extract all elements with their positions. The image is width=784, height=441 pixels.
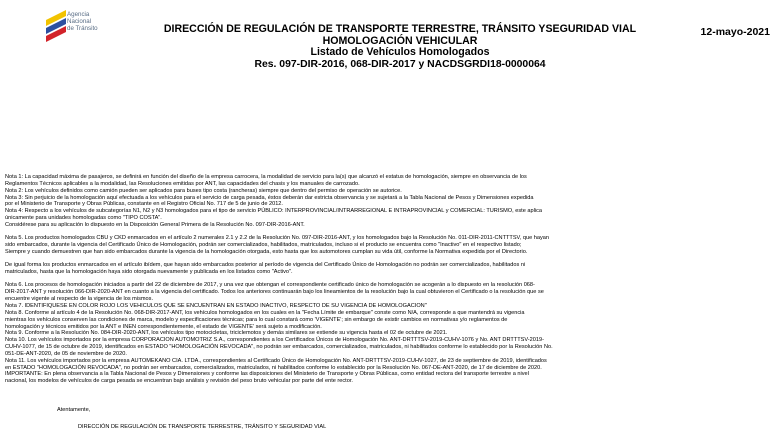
- note-line: CUHV-1077, de 15 de octubre de 2019, identificados en ESTADO "HOMOLOGACIÓN REVOCADA", no podrán ser embarcados, comercializados, matriculados, ni habilitados conforme lo establecido por la Resolución No.: [5, 344, 553, 351]
- agency-name-line: Agencia: [67, 11, 90, 18]
- note-line: Nota 11. Los vehículos importados por la empresa AUTOMEKANO CIA. LTDA., correspondientes al Certificado Único de Homologación No. ANT-DRTTTSV-2019-CUHV-1027, de 23 de septiembre de 2019, identificados: [5, 357, 547, 364]
- note-line: Nota 3: Sin perjuicio de la homologación aquí efectuada a los vehículos para el servicio de carga pesada, éstos deberán dar estricta observancia y se sujetará a la Tabla Nacional de Pesos y Dimensiones expedida: [5, 194, 534, 201]
- notes-block-2: [5, 235, 777, 256]
- note-line: Considérese para su aplicación lo dispuesto en la Disposición General Primera de la Resolución No. 097-DIR-2016-ANT.: [5, 221, 305, 228]
- note-line: De igual forma los productos enmarcados en el artículo ibídem, que hayan sido embarcados posterior al período de vigencia del Certificado Único de Homologación no podrán ser comercializados, habilitados ni: [5, 262, 526, 269]
- note-line: Nota 8. Conforme al artículo 4 de la Resolución No. 068-DIR-2017-ANT, los vehículos homologados en los cuales en la "Fecha Límite de embarque" conste como N/A, corresponde a que mantendrá su vigencia: [5, 309, 525, 316]
- notes-block-4: [5, 282, 777, 385]
- note-line: Nota 4: Respecto a los vehículos de subcategorías N1, N2 y N3 homologados para el tipo de servicio PÚBLICO: INTERPROVINCIAL/INTRARREGIONAL E INTRAPROVINCIAL y COMERCIAL: TURISMO, este aplica: [5, 208, 542, 215]
- closing-text: Atentamente,: [57, 407, 91, 413]
- note-line: Reglamentos Técnicos aplicables a la modalidad, las Resoluciones emitidas por ANT, las capacidades del chasis y los manuales de carrozado.: [5, 180, 360, 187]
- header-line-3: Listado de Vehículos Homologados: [310, 46, 490, 58]
- header-resolutions: Res. 097-DIR-2016, 068-DIR-2017 y NACDSGRDI18-0000064: [254, 58, 546, 70]
- agency-name-line: de Tránsito: [67, 25, 98, 32]
- note-line: Nota 6. Los procesos de homologación iniciados a partir del 22 de diciembre de 2017, y una vez que obtengan el correspondiente certificado único de homologación se acogerán a lo dispuesto en la resolución 068-: [5, 282, 535, 289]
- logo-stripes-icon: [46, 10, 66, 42]
- agency-name: [67, 11, 98, 32]
- note-line: Nota 9. Conforme a la Resolución No. 084-DIR-2020-ANT, los vehículos tipo motocicletas, triciclemotos y demás similares se extiende su vigencia hasta el 02 de octubre de 2021.: [5, 330, 448, 337]
- note-line: nacional, los modelos de vehículos de carga pesada se encuentran bajo análisis y revisión del peso bruto vehicular por parte del ente rector.: [5, 378, 353, 385]
- header-line-2: HOMOLOGACIÓN VEHICULAR: [322, 34, 478, 47]
- note-line: Nota 2: Los vehículos definidos como camión pueden ser aplicados para buses tipo costa (rancheras) siempre que dentro del permiso de operación se autorice.: [5, 187, 402, 194]
- note-line: matriculados, hasta que la homologación haya sido otorgada nuevamente y publicada en los listados como "Activo".: [5, 269, 293, 276]
- note-line: DIR-2017-ANT y resolución 066-DIR-2020-ANT en cuanto a la vigencia del certificado. Todos los anteriores continuarán bajo los lineamientos de la resolución bajo la cual obtuvieron el Certificado o la resolución que se: [5, 289, 544, 296]
- note-line: encuentre vigente al respecto de la vigencia de los mismos.: [5, 296, 154, 303]
- note-line: Siempre y cuando demuestren que han sido embarcados durante la vigencia de la homologación otorgada, esto hasta que los automotores cumplan su vida útil, conforme la Normativa expedida por el Directorio.: [5, 248, 528, 255]
- header-line-1: DIRECCIÓN DE REGULACIÓN DE TRANSPORTE TERRESTRE, TRÁNSITO YSEGURIDAD VIAL: [163, 23, 637, 35]
- notes-section: [5, 174, 777, 385]
- agency-name-line: Nacional: [67, 18, 92, 25]
- note-line: sido embarcados, durante la vigencia del Certificado Único de Homologación, podrán ser comercializados, habilitados, matriculados, incluso si el producto se encuentra como "Inactivo" en el respectivo listado;: [5, 242, 522, 249]
- note-line: en ESTADO "HOMOLOGACIÓN REVOCADA", no podrán ser embarcados, comercializados, matriculados, ni habilitados conforme lo establecido por la Resolución No. 067-DE-ANT-2020, de 17 de diciembre de 2020.: [5, 364, 542, 371]
- notes-block-3: [5, 262, 777, 276]
- note-line: Nota 10. Los vehículos importados por la empresa CORPORACION AUTOMOTRIZ S.A., correspondientes a los Certificados Únicos de Homologación No. ANT-DRTTTSV-2019-CUHV-1076 y No. ANT DRTTTSV-2019-: [5, 337, 544, 344]
- note-line: únicamente para unidades homologadas como "TIPO COSTA".: [5, 215, 162, 222]
- note-line: Nota 1: La capacidad máxima de pasajeros, se definirá en función del diseño de la empresa carrocera, la modalidad de servicio para la(s) que alcanzó el estatus de homologación, siempre en observancia de los: [5, 174, 527, 180]
- note-line: Nota 5. Los productos homologados CBU y CKD enmarcados en el artículo 2 numerales 2.1 y 2.2 de la Resolución No. 097-DIR-2016-ANT, y los homologados bajo la Resolución No. 011-DIR-2011-CNTTTSV, que hayan: [5, 235, 550, 242]
- note-line: homologación y técnicos emitidos por la ANT e INEN correspondientemente, el estado de VIGENTE' será sujeto a modificación.: [5, 323, 322, 330]
- note-line: IMPORTANTE: En plena observancia a la Tabla Nacional de Pesos y Dimensiones y conforme las disposiciones del Ministerio de Transporte y Obras Públicas, como entidad rectora del transporte terrestre a nivel: [5, 371, 529, 378]
- note-line: mientras los vehículos conserven las condiciones de marca, modelo y especificaciones técnicas; para lo cual constará como 'VIGENTE'; sin embargo de existir cambios en normativas y/o reglamentos de: [5, 316, 508, 323]
- note-line: Nota 7. IDENTIFIQUESE EN COLOR ROJO LOS VEHICULOS QUE SE ENCUENTRAN EN ESTADO INACTIVO, RESPECTO DE SU VIGENCIA DE HOMOLOGACION": [5, 303, 427, 309]
- document-date: 12-mayo-2021: [700, 26, 770, 38]
- note-line: 051-DE-ANT-2020, de 05 de noviembre de 2020.: [5, 350, 127, 357]
- signature-line: DIRECCIÓN DE REGULACIÓN DE TRANSPORTE TERRESTRE, TRÁNSITO Y SEGURIDAD VIAL: [78, 424, 327, 430]
- notes-block-1: [5, 174, 777, 229]
- document-header: [120, 24, 680, 70]
- note-line: por el Ministerio de Transporte y Obras Públicas, constante en el Registro Oficial No. 717 de 5 de junio de 2012.: [5, 201, 283, 208]
